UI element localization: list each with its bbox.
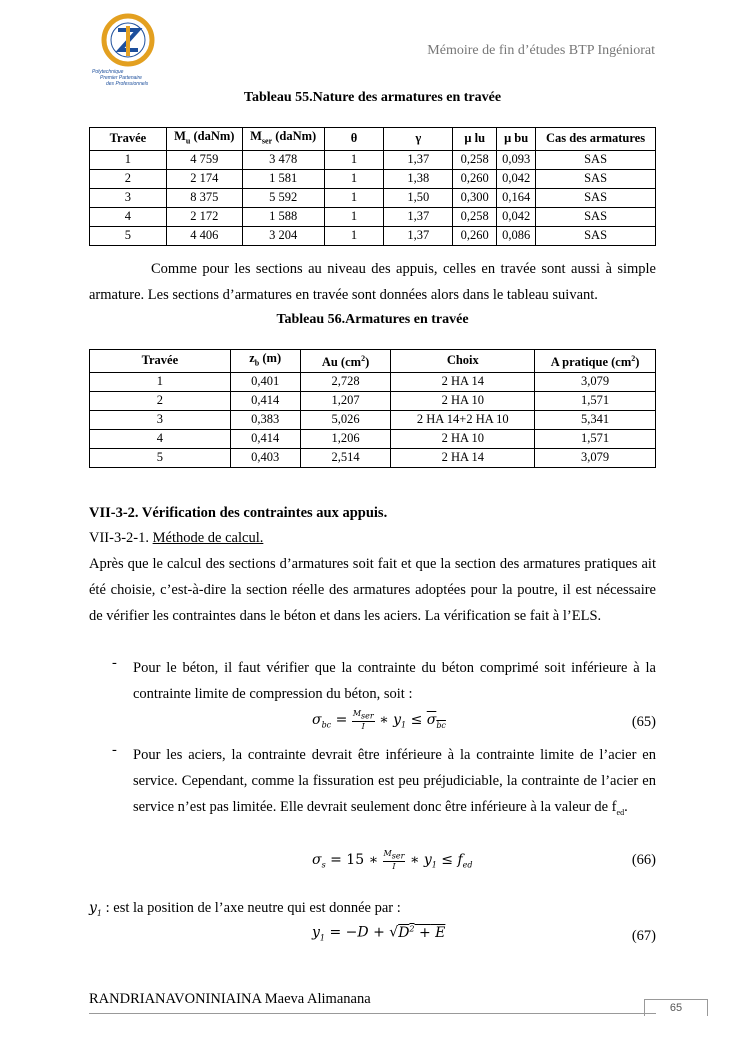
table55-cell: 0,258 (453, 207, 497, 226)
table55-cell: 0,300 (453, 188, 497, 207)
footer-author: RANDRIANAVONINIAINA Maeva Alimanana (89, 991, 371, 1007)
table55-cell: 8 375 (166, 188, 242, 207)
table55-cell: SAS (536, 207, 656, 226)
table56-cell: 0,383 (230, 410, 300, 429)
table55-cell: 1 (324, 150, 384, 169)
logo-caption-line: Premier Partenaire (100, 75, 142, 81)
table56-row (90, 391, 656, 410)
table56-cell: 4 (90, 429, 231, 448)
equation-66-number: (66) (631, 852, 656, 868)
y1-definition-text: : est la position de l’axe neutre qui est donnée par : (102, 900, 401, 916)
table56-cell: 2 HA 14+2 HA 10 (391, 410, 535, 429)
table56-cell: 3 (90, 410, 231, 429)
table55-cell: 2 174 (166, 169, 242, 188)
table55-cell: 5 (90, 226, 167, 245)
table55-row (90, 150, 656, 169)
table56-cell: 2 HA 10 (391, 429, 535, 448)
logo-caption-line: des Professionnels (106, 81, 149, 87)
table56-cell: 0,401 (230, 372, 300, 391)
table56-cell: 1,571 (535, 391, 656, 410)
table55-cell: 4 406 (166, 226, 242, 245)
table55-cell: 3 478 (242, 150, 324, 169)
subsection-title: Méthode de calcul. (152, 530, 264, 546)
paragraph-intro: Comme pour les sections au niveau des appuis, celles en travée sont aussi à simple armature. Les sections d’armatures en travée sont données alors dans le tableau suivant. (89, 261, 656, 303)
table55-caption: Tableau 55.Nature des armatures en travée (243, 90, 502, 105)
bullet-concrete: Pour le béton, il faut vérifier que la contrainte du béton comprimé soit inférieure à la contrainte limite de compression du béton, soit : (133, 660, 656, 702)
table56-cell: 5,341 (535, 410, 656, 429)
table55-cell: 1 (324, 226, 384, 245)
table55-row (90, 207, 656, 226)
table56-cell: 2 HA 14 (391, 372, 535, 391)
table56-cell: 5 (90, 448, 231, 467)
table56-cell: 1,206 (300, 429, 391, 448)
table55-cell: 0,164 (497, 188, 536, 207)
table56-header-row (90, 350, 656, 373)
table56-cell: 0,403 (230, 448, 300, 467)
bullet-steel-text: Pour les aciers, la contrainte devrait être inférieure à la contrainte limite de l’acier en service. Cependant, comme la fissuration est peu préjudiciable, la contrainte de l’acier en service n’est pas limitée. Elle devrait seulement donc être inférieure à la valeur de f (133, 747, 656, 815)
equation-67: $y_1 = -D + √D^2 + E$ (312, 924, 446, 943)
table55-header: Cas des armatures (536, 128, 656, 151)
table55-cell: 1,50 (384, 188, 453, 207)
page-number: 65 (644, 999, 708, 1016)
table55-cell: 4 (90, 207, 167, 226)
table55-row (90, 188, 656, 207)
equation-65-number: (65) (631, 714, 656, 730)
table55-cell: 0,042 (497, 169, 536, 188)
institution-logo (88, 12, 168, 92)
table55-cell: 0,260 (453, 226, 497, 245)
table56-row (90, 372, 656, 391)
table56-cell: 2 HA 14 (391, 448, 535, 467)
equation-65: $\sigma_{bc}$ = $\frac{M_{ser}}{I}$ ∗ $y_1 \le \sigma_{bc}$ (312, 709, 446, 731)
table55-header: $M_{ser}$ (daNm) (242, 128, 324, 151)
table55-cell: 1 (90, 150, 167, 169)
bullet-steel: Pour les aciers, la contrainte devrait être inférieure à la contrainte limite de l’acier en service. Cependant, comme la fissuration est peu préjudiciable, la contrainte de l’acier en service n’est pas limitée. Elle devrait seulement donc être inférieure à la valeur de $f_{ed}$. (133, 747, 656, 817)
table55-cell: 0,258 (453, 150, 497, 169)
table56-header: Choix (391, 350, 535, 373)
table55-cell: 1 (324, 188, 384, 207)
table55-header: γ (384, 128, 453, 151)
table56-cell: 0,414 (230, 429, 300, 448)
subsection-number: VII-3-2-1. (89, 530, 153, 546)
table55-cell: 0,260 (453, 169, 497, 188)
table55-cell: 1 (324, 169, 384, 188)
table55-cell: 1 581 (242, 169, 324, 188)
table56-cell: 1 (90, 372, 231, 391)
table55 (89, 127, 656, 246)
table56-row (90, 448, 656, 467)
table55-cell: 1 588 (242, 207, 324, 226)
bullet-dash: - (112, 742, 117, 758)
table56-cell: 5,026 (300, 410, 391, 429)
table56-cell: 2 (90, 391, 231, 410)
table56-cell: 2,728 (300, 372, 391, 391)
table56-row (90, 410, 656, 429)
table55-header-row (90, 128, 656, 151)
table56-caption: Tableau 56.Armatures en travée (276, 312, 469, 327)
table55-cell: 1,38 (384, 169, 453, 188)
table55-cell: 1,37 (384, 226, 453, 245)
table55-cell: 3 (90, 188, 167, 207)
table55-cell: 1,37 (384, 150, 453, 169)
table56-cell: 2 HA 10 (391, 391, 535, 410)
bullet-dash: - (112, 655, 117, 671)
table55-cell: SAS (536, 169, 656, 188)
table55-header: $M_u$ (daNm) (166, 128, 242, 151)
table56-cell: 1,571 (535, 429, 656, 448)
table56-header: $z_b$ (m) (230, 350, 300, 373)
table55-cell: 0,042 (497, 207, 536, 226)
equation-67-number: (67) (631, 928, 656, 944)
table56 (89, 349, 656, 468)
table55-cell: 5 592 (242, 188, 324, 207)
table56-row (90, 429, 656, 448)
table56-cell: 0,414 (230, 391, 300, 410)
y1-definition: $y_1$ : est la position de l’axe neutre qui est donnée par : (89, 900, 401, 918)
table55-cell: 1,37 (384, 207, 453, 226)
paragraph-method: Après que le calcul des sections d’armatures soit fait et que la section des armatures pratiques ait été choisie, c’est-à-dire la section réelle des armatures adoptées pour la poutre, il est nécessaire de vérifier les contraintes dans le béton et dans les aciers. La vérification se fait à l’ELS. (89, 556, 656, 624)
table55-header: θ (324, 128, 384, 151)
table56-cell: 1,207 (300, 391, 391, 410)
equation-66: $\sigma_s = 15$ ∗ $\frac{M_{ser}}{I}$ ∗ $y_1 \le f_{ed}$ (312, 849, 473, 871)
logo-caption-line: Polytechnique (92, 69, 124, 75)
table55-row (90, 169, 656, 188)
table55-cell: 2 (90, 169, 167, 188)
section-heading: VII-3-2. Vérification des contraintes aux appuis. (89, 505, 388, 521)
table55-cell: SAS (536, 226, 656, 245)
table55-cell: 4 759 (166, 150, 242, 169)
table55-header: μ lu (453, 128, 497, 151)
subsection-heading (89, 525, 656, 551)
table56-header: A pratique $(cm^2)$ (535, 350, 656, 373)
table55-cell: SAS (536, 150, 656, 169)
table56-header: Travée (90, 350, 231, 373)
table55-cell: 2 172 (166, 207, 242, 226)
table55-header: μ bu (497, 128, 536, 151)
table55-cell: 1 (324, 207, 384, 226)
table55-cell: 0,086 (497, 226, 536, 245)
bullet-steel-sub: ed (616, 807, 625, 817)
table56-cell: 2,514 (300, 448, 391, 467)
table55-cell: 0,093 (497, 150, 536, 169)
table56-header: Au $(cm^2)$ (300, 350, 391, 373)
footer-divider (89, 1013, 656, 1014)
table56-cell: 3,079 (535, 372, 656, 391)
table56-cell: 3,079 (535, 448, 656, 467)
table55-header: Travée (90, 128, 167, 151)
table55-cell: SAS (536, 188, 656, 207)
table55-cell: 3 204 (242, 226, 324, 245)
page-header: Mémoire de fin d’études BTP Ingéniorat (427, 43, 655, 58)
table55-row (90, 226, 656, 245)
